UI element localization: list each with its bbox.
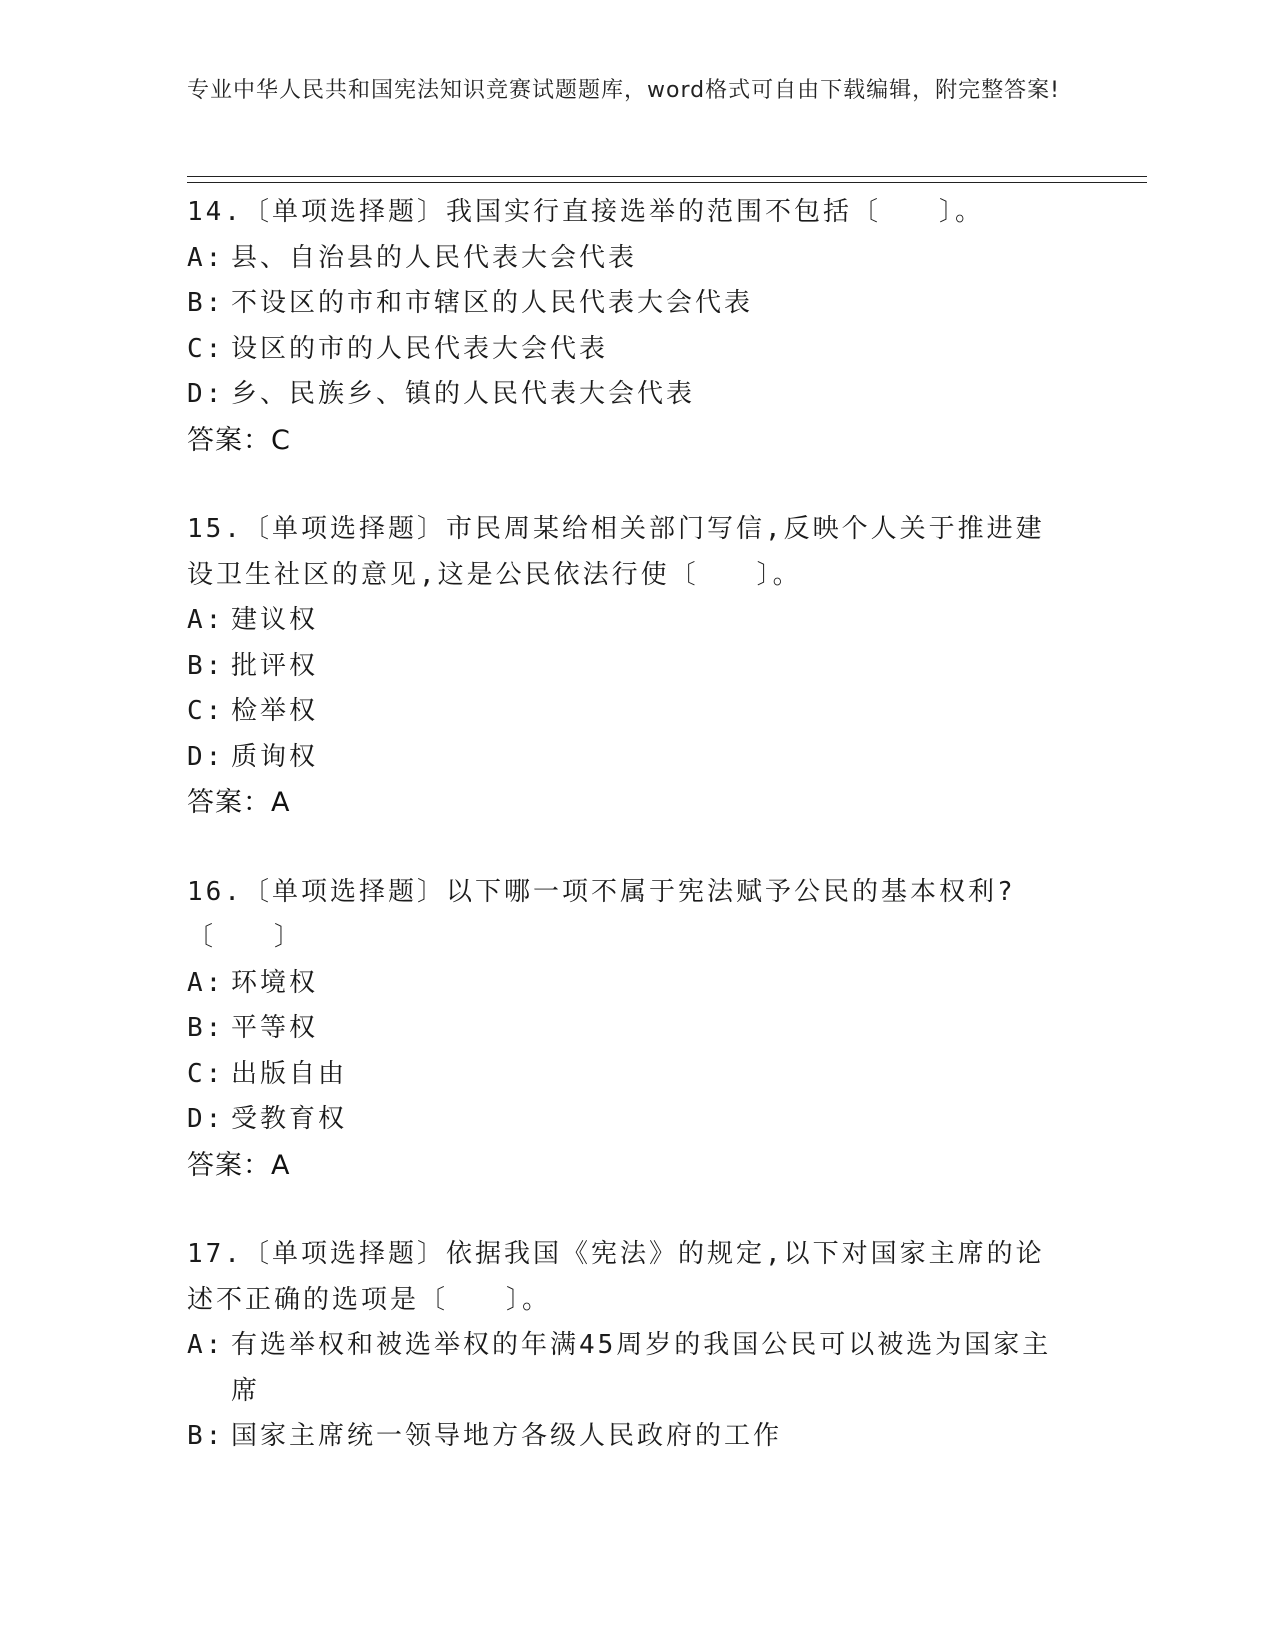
question-stem: 15.〔单项选择题〕市民周某给相关部门写信,反映个人关于推进建设卫生社区的意见,这是公民依法行使〔 〕。 — [187, 514, 1045, 590]
option-text: 国家主席统一领导地方各级人民政府的工作 — [231, 1421, 783, 1451]
option-a — [187, 236, 1067, 282]
option-letter: A: — [187, 1330, 225, 1360]
header-divider-top — [187, 176, 1147, 177]
option-letter: C: — [187, 333, 225, 364]
option-b — [187, 644, 1067, 690]
option-a — [187, 1323, 1067, 1414]
option-text: 有选举权和被选举权的年满45周岁的我国公民可以被选为国家主席 — [231, 1330, 1052, 1406]
option-b — [187, 1414, 1067, 1460]
option-c — [187, 1052, 1067, 1098]
option-a — [187, 598, 1067, 644]
option-text: 出版自由 — [231, 1058, 348, 1089]
option-letter: B: — [187, 288, 225, 318]
answer-line: 答案：C — [187, 424, 291, 456]
option-text: 建议权 — [231, 605, 319, 635]
option-text: 乡、民族乡、镇的人民代表大会代表 — [231, 379, 696, 409]
question-list — [187, 190, 1067, 1504]
option-letter: A: — [187, 605, 225, 635]
option-text: 平等权 — [231, 1013, 319, 1043]
question-17 — [187, 1232, 1067, 1460]
option-d — [187, 735, 1067, 781]
document-header — [187, 74, 1087, 108]
header-divider-bottom — [187, 182, 1147, 183]
option-text: 环境权 — [231, 967, 319, 998]
option-letter: C: — [187, 696, 225, 726]
option-text: 县、自治县的人民代表大会代表 — [231, 242, 638, 273]
question-stem: 14.〔单项选择题〕我国实行直接选举的范围不包括〔 〕。 — [187, 197, 984, 227]
header-intro-text: 专业中华人民共和国宪法知识竞赛试题题库，word格式可自由下载编辑，附完整答案! — [187, 78, 1060, 103]
question-15 — [187, 507, 1067, 826]
answer-line: 答案：A — [187, 1149, 291, 1181]
option-c — [187, 689, 1067, 735]
option-text: 设区的市的人民代表大会代表 — [231, 333, 609, 364]
option-letter: B: — [187, 1421, 225, 1451]
option-letter: C: — [187, 1058, 225, 1089]
option-text: 不设区的市和市辖区的人民代表大会代表 — [231, 288, 754, 318]
option-letter: B: — [187, 650, 225, 681]
question-stem: 17.〔单项选择题〕依据我国《宪法》的规定,以下对国家主席的论述不正确的选项是〔 〕。 — [187, 1239, 1045, 1315]
option-text: 检举权 — [231, 696, 319, 726]
option-letter: A: — [187, 242, 225, 273]
option-letter: D: — [187, 1104, 225, 1134]
option-text: 质询权 — [231, 741, 319, 772]
option-letter: A: — [187, 967, 225, 998]
option-b — [187, 281, 1067, 327]
option-text: 批评权 — [231, 650, 319, 681]
answer-line: 答案：A — [187, 787, 291, 818]
option-b — [187, 1006, 1067, 1052]
option-d — [187, 1097, 1067, 1143]
question-14 — [187, 190, 1067, 463]
question-16 — [187, 870, 1067, 1189]
option-letter: B: — [187, 1013, 225, 1043]
option-a — [187, 961, 1067, 1007]
option-letter: D: — [187, 741, 225, 772]
option-c — [187, 327, 1067, 373]
option-letter: D: — [187, 379, 225, 409]
option-text: 受教育权 — [231, 1104, 348, 1134]
option-d — [187, 372, 1067, 418]
question-stem: 16.〔单项选择题〕以下哪一项不属于宪法赋予公民的基本权利?〔 〕 — [187, 876, 1016, 952]
